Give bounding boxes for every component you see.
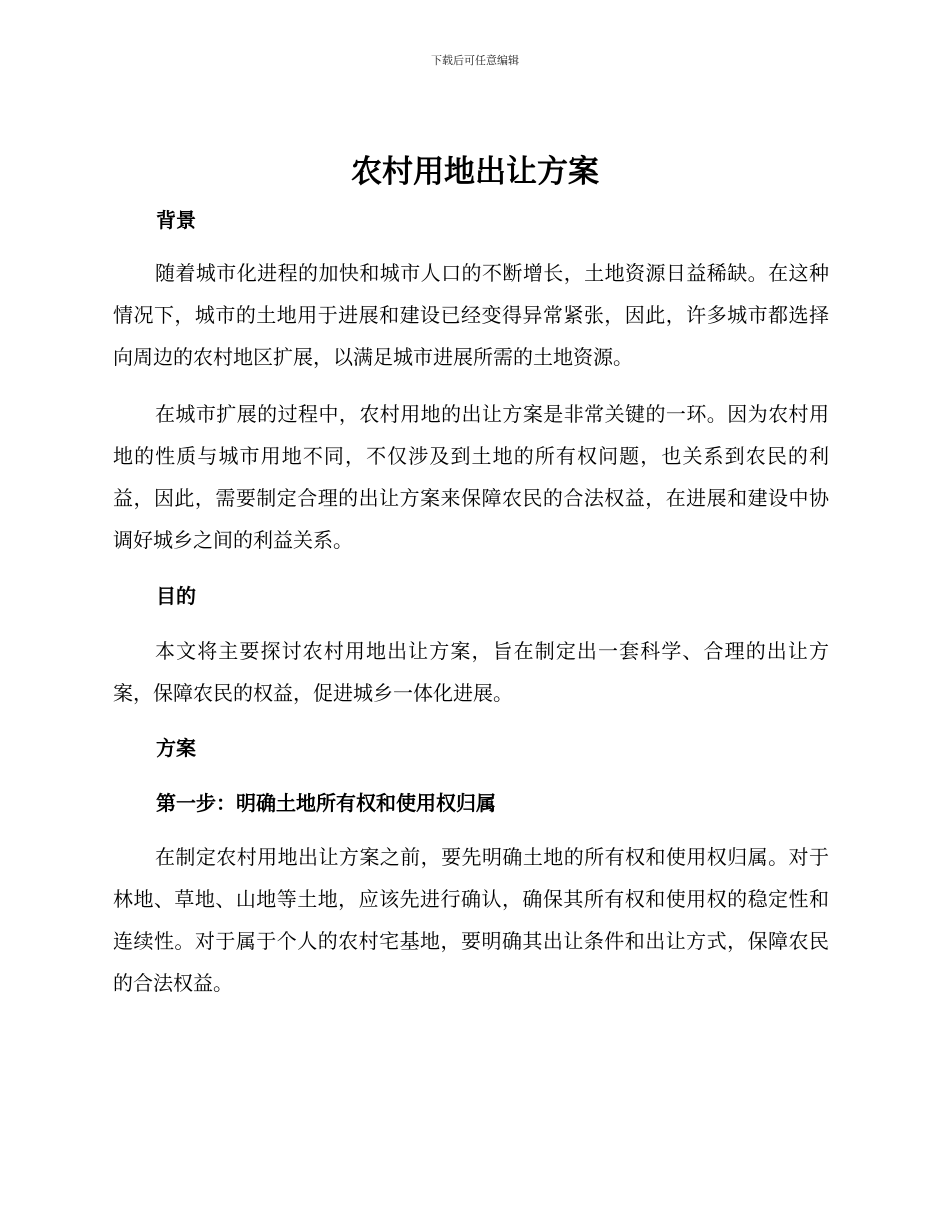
paragraph-step1-1: 在制定农村用地出让方案之前，要先明确土地的所有权和使用权归属。对于林地、草地、山地等土地，应该先进行确认，确保其所有权和使用权的稳定性和连续性。对于属于个人的农村宅基地，要明确其出让条件和出让方式，保障农民的合法权益。	[113, 845, 829, 995]
document-title: 农村用地出让方案	[351, 154, 599, 190]
paragraph-background-1: 随着城市化进程的加快和城市人口的不断增长，土地资源日益稀缺。在这种情况下，城市的土地用于进展和建设已经变得异常紧张，因此，许多城市都选择向周边的农村地区扩展，以满足城市进展所需的土地资源。	[113, 261, 829, 369]
paragraph-purpose-1: 本文将主要探讨农村用地出让方案，旨在制定出一套科学、合理的出让方案，保障农民的权益，促进城乡一体化进展。	[113, 639, 829, 705]
section-heading-background: 背景	[156, 208, 196, 232]
header-note: 下载后可任意编辑	[431, 54, 519, 67]
paragraph-background-2: 在城市扩展的过程中，农村用地的出让方案是非常关键的一环。因为农村用地的性质与城市用地不同，不仅涉及到土地的所有权问题，也关系到农民的利益，因此，需要制定合理的出让方案来保障农民的合法权益，在进展和建设中协调好城乡之间的利益关系。	[113, 402, 829, 552]
subsection-heading-step1: 第一步：明确土地所有权和使用权归属	[156, 791, 496, 815]
section-heading-purpose: 目的	[156, 584, 196, 608]
section-heading-plan: 方案	[156, 736, 196, 760]
